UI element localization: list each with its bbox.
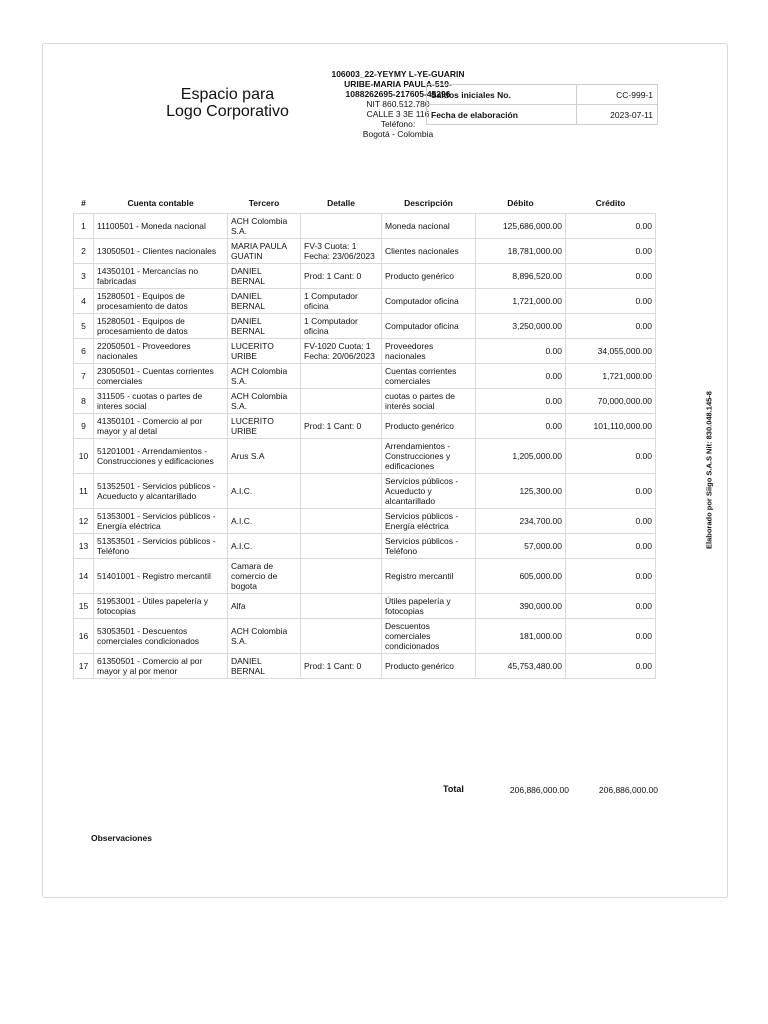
row-cuenta: 51353501 - Servicios públicos - Teléfono	[94, 534, 228, 559]
table-row	[74, 559, 656, 594]
row-index: 13	[74, 534, 94, 559]
row-index: 15	[74, 594, 94, 619]
row-tercero: Alfa	[228, 594, 301, 619]
row-debito: 45,753,480.00	[476, 654, 566, 679]
row-cuenta: 61350501 - Comercio al por mayor y al por menor	[94, 654, 228, 679]
row-debito: 57,000.00	[476, 534, 566, 559]
row-credito: 0.00	[566, 509, 656, 534]
row-cuenta: 311505 - cuotas o partes de interes social	[94, 389, 228, 414]
table-row	[74, 619, 656, 654]
row-detalle: Prod: 1 Cant: 0	[301, 264, 382, 289]
row-index: 11	[74, 474, 94, 509]
row-credito: 0.00	[566, 619, 656, 654]
row-index: 5	[74, 314, 94, 339]
row-descripcion: Útiles papelería y fotocopias	[382, 594, 476, 619]
row-descripcion: Proveedores nacionales	[382, 339, 476, 364]
table-row	[74, 264, 656, 289]
row-descripcion: Producto genérico	[382, 414, 476, 439]
table-row	[74, 239, 656, 264]
row-detalle	[301, 594, 382, 619]
row-cuenta: 15280501 - Equipos de procesamiento de datos	[94, 314, 228, 339]
row-detalle: 1 Computador oficina	[301, 289, 382, 314]
table-row	[74, 534, 656, 559]
row-index: 9	[74, 414, 94, 439]
document-info-box	[426, 84, 658, 125]
row-cuenta: 51953001 - Útiles papelería y fotocopias	[94, 594, 228, 619]
table-row	[74, 364, 656, 389]
doc-date-value: 2023-07-11	[576, 105, 657, 125]
table-row	[74, 389, 656, 414]
doc-number-label: Saldos iniciales No.	[427, 85, 577, 105]
row-tercero: A.I.C.	[228, 509, 301, 534]
row-index: 10	[74, 439, 94, 474]
row-credito: 0.00	[566, 594, 656, 619]
row-debito: 3,250,000.00	[476, 314, 566, 339]
table-row	[74, 214, 656, 239]
row-credito: 1,721,000.00	[566, 364, 656, 389]
row-index: 17	[74, 654, 94, 679]
row-tercero: Arus S.A	[228, 439, 301, 474]
row-descripcion: Cuentas corrientes comerciales	[382, 364, 476, 389]
row-descripcion: Servicios públicos - Acueducto y alcantarillado	[382, 474, 476, 509]
company-address: CALLE 3 3E 116	[366, 109, 430, 119]
row-descripcion: Descuentos comerciales condicionados	[382, 619, 476, 654]
row-tercero: MARIA PAULA GUATIN	[228, 239, 301, 264]
row-credito: 101,110,000.00	[566, 414, 656, 439]
row-index: 7	[74, 364, 94, 389]
row-cuenta: 53053501 - Descuentos comerciales condicionados	[94, 619, 228, 654]
row-cuenta: 23050501 - Cuentas corrientes comerciales	[94, 364, 228, 389]
row-detalle	[301, 509, 382, 534]
row-tercero: LUCERITO URIBE	[228, 414, 301, 439]
row-descripcion: Producto genérico	[382, 264, 476, 289]
row-cuenta: 51201001 - Arrendamientos - Construcciones y edificaciones	[94, 439, 228, 474]
row-cuenta: 22050501 - Proveedores nacionales	[94, 339, 228, 364]
row-detalle	[301, 619, 382, 654]
row-index: 16	[74, 619, 94, 654]
logo-placeholder	[125, 86, 330, 120]
row-tercero: DANIEL BERNAL	[228, 654, 301, 679]
row-debito: 181,000.00	[476, 619, 566, 654]
row-detalle	[301, 389, 382, 414]
row-descripcion: Producto genérico	[382, 654, 476, 679]
row-credito: 0.00	[566, 559, 656, 594]
doc-number-value: CC-999-1	[576, 85, 657, 105]
row-tercero: LUCERITO URIBE	[228, 339, 301, 364]
observaciones-label: Observaciones	[91, 833, 152, 843]
row-descripcion: cuotas o partes de interés social	[382, 389, 476, 414]
row-descripcion: Clientes nacionales	[382, 239, 476, 264]
row-tercero: A.I.C.	[228, 474, 301, 509]
table-row	[74, 509, 656, 534]
row-index: 14	[74, 559, 94, 594]
row-descripcion: Computador oficina	[382, 289, 476, 314]
row-tercero: Camara de comercio de bogota	[228, 559, 301, 594]
row-credito: 0.00	[566, 239, 656, 264]
row-credito: 0.00	[566, 474, 656, 509]
row-descripcion: Registro mercantil	[382, 559, 476, 594]
company-city: Bogotá - Colombia	[362, 129, 434, 139]
total-label: Total	[443, 784, 464, 794]
row-credito: 70,000,000.00	[566, 389, 656, 414]
row-debito: 390,000.00	[476, 594, 566, 619]
company-phone: Teléfono:	[380, 119, 416, 129]
row-detalle: 1 Computador oficina	[301, 314, 382, 339]
row-cuenta: 14350101 - Mercancías no fabricadas	[94, 264, 228, 289]
row-descripcion: Arrendamientos - Construcciones y edificaciones	[382, 439, 476, 474]
row-tercero: A.I.C.	[228, 534, 301, 559]
doc-date-row	[427, 105, 658, 125]
table-header-row	[74, 193, 656, 214]
row-debito: 125,300.00	[476, 474, 566, 509]
header-descripcion: Descripción	[404, 198, 453, 208]
row-credito: 0.00	[566, 289, 656, 314]
row-index: 8	[74, 389, 94, 414]
header-credito: Crédito	[595, 198, 626, 208]
row-debito: 0.00	[476, 339, 566, 364]
header-tercero: Tercero	[248, 198, 280, 208]
accounts-table	[73, 193, 656, 679]
row-debito: 0.00	[476, 364, 566, 389]
row-detalle: Prod: 1 Cant: 0	[301, 414, 382, 439]
side-credit-text: Elaborado por Siigo S.A.S Nit: 830.048.145-8	[704, 391, 714, 549]
header-detalle: Detalle	[327, 198, 355, 208]
row-detalle	[301, 534, 382, 559]
row-descripcion: Servicios públicos - Teléfono	[382, 534, 476, 559]
row-index: 3	[74, 264, 94, 289]
logo-line-2: Logo Corporativo	[166, 103, 289, 120]
row-debito: 1,721,000.00	[476, 289, 566, 314]
row-tercero: DANIEL BERNAL	[228, 264, 301, 289]
table-row	[74, 474, 656, 509]
row-descripcion: Servicios públicos - Energía eléctrica	[382, 509, 476, 534]
table-row	[74, 314, 656, 339]
row-index: 6	[74, 339, 94, 364]
row-credito: 0.00	[566, 439, 656, 474]
row-debito: 18,781,000.00	[476, 239, 566, 264]
row-cuenta: 11100501 - Moneda nacional	[94, 214, 228, 239]
header-debito: Débito	[507, 198, 534, 208]
row-detalle	[301, 364, 382, 389]
row-debito: 125,686,000.00	[476, 214, 566, 239]
table-row	[74, 289, 656, 314]
table-row	[74, 439, 656, 474]
row-debito: 234,700.00	[476, 509, 566, 534]
header-index: #	[81, 198, 86, 208]
row-tercero: ACH Colombia S.A.	[228, 364, 301, 389]
doc-date-label: Fecha de elaboración	[427, 105, 577, 125]
row-debito: 0.00	[476, 389, 566, 414]
total-credito: 206,886,000.00	[598, 785, 658, 795]
row-cuenta: 51352501 - Servicios públicos - Acueducto y alcantarillado	[94, 474, 228, 509]
total-debito: 206,886,000.00	[509, 785, 569, 795]
row-debito: 8,896,520.00	[476, 264, 566, 289]
table-row	[74, 414, 656, 439]
table-body	[74, 214, 656, 679]
row-detalle	[301, 559, 382, 594]
row-credito: 34,055,000.00	[566, 339, 656, 364]
row-tercero: DANIEL BERNAL	[228, 289, 301, 314]
row-cuenta: 41350101 - Comercio al por mayor y al detal	[94, 414, 228, 439]
header-cuenta: Cuenta contable	[127, 198, 194, 208]
row-cuenta: 15280501 - Equipos de procesamiento de datos	[94, 289, 228, 314]
row-index: 1	[74, 214, 94, 239]
row-detalle: FV-1020 Cuota: 1 Fecha: 20/06/2023	[301, 339, 382, 364]
row-index: 4	[74, 289, 94, 314]
row-credito: 0.00	[566, 654, 656, 679]
row-tercero: ACH Colombia S.A.	[228, 389, 301, 414]
table-row	[74, 594, 656, 619]
row-credito: 0.00	[566, 534, 656, 559]
row-detalle	[301, 439, 382, 474]
row-debito: 1,205,000.00	[476, 439, 566, 474]
doc-number-row	[427, 85, 658, 105]
row-tercero: DANIEL BERNAL	[228, 314, 301, 339]
row-cuenta: 13050501 - Clientes nacionales	[94, 239, 228, 264]
logo-line-1: Espacio para	[180, 86, 275, 103]
row-debito: 605,000.00	[476, 559, 566, 594]
row-cuenta: 51401001 - Registro mercantil	[94, 559, 228, 594]
row-tercero: ACH Colombia S.A.	[228, 214, 301, 239]
row-descripcion: Moneda nacional	[382, 214, 476, 239]
row-credito: 0.00	[566, 314, 656, 339]
row-cuenta: 51353001 - Servicios públicos - Energía eléctrica	[94, 509, 228, 534]
row-credito: 0.00	[566, 214, 656, 239]
row-detalle	[301, 214, 382, 239]
table-row	[74, 654, 656, 679]
row-descripcion: Computador oficina	[382, 314, 476, 339]
row-debito: 0.00	[476, 414, 566, 439]
company-nit: NIT 860.512.780	[366, 99, 430, 109]
row-detalle: Prod: 1 Cant: 0	[301, 654, 382, 679]
row-index: 2	[74, 239, 94, 264]
row-index: 12	[74, 509, 94, 534]
document-page	[42, 43, 728, 898]
row-credito: 0.00	[566, 264, 656, 289]
table-row	[74, 339, 656, 364]
row-detalle: FV-3 Cuota: 1 Fecha: 23/06/2023	[301, 239, 382, 264]
row-tercero: ACH Colombia S.A.	[228, 619, 301, 654]
company-name: 106003_22-YEYMY L-YE-GUARIN URIBE-MARIA PAULA-519-1088262695-217605-45296	[331, 69, 465, 99]
row-detalle	[301, 474, 382, 509]
